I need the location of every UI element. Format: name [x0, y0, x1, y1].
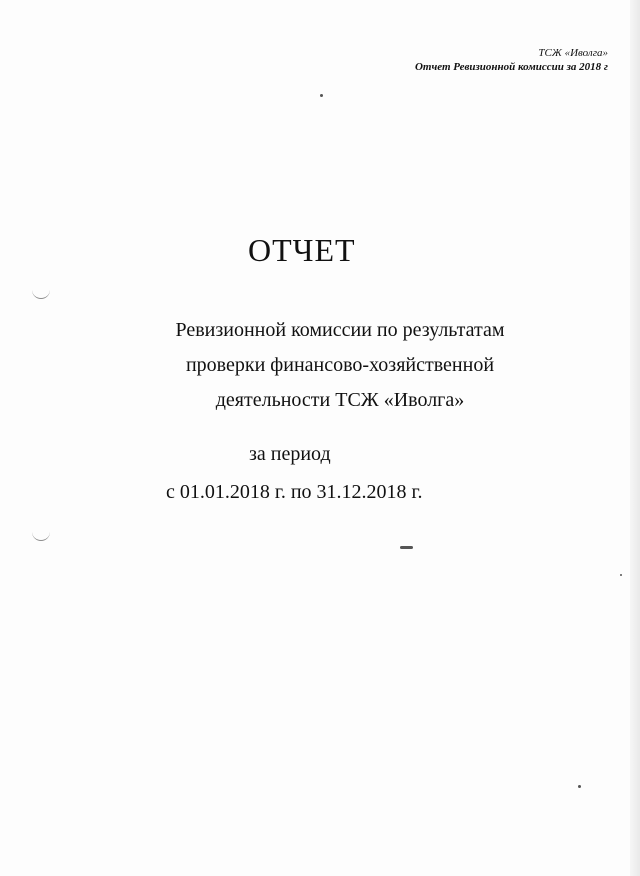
page-header: [415, 46, 608, 74]
page-edge: [630, 0, 640, 876]
subtitle-line-3: деятельности ТСЖ «Иволга»: [215, 389, 465, 411]
period-range: с 01.01.2018 г. по 31.12.2018 г.: [166, 481, 423, 503]
binder-hole-mark: [32, 288, 50, 299]
document-title: ОТЧЕТ: [248, 232, 356, 268]
scan-speck: [320, 94, 323, 97]
header-organization: ТСЖ «Иволга»: [538, 47, 608, 59]
subtitle-line-1: Ревизионной комиссии по результатам: [175, 319, 505, 341]
scan-speck: [400, 546, 413, 549]
scan-speck: [578, 785, 581, 788]
period-label: за период: [249, 443, 331, 465]
subtitle-line-2: проверки финансово-хозяйственной: [185, 354, 495, 376]
header-report-name: Отчет Ревизионной комиссии за 2018 г: [414, 61, 608, 73]
binder-hole-mark: [32, 530, 50, 541]
scan-speck: [620, 574, 622, 576]
document-subtitle: [150, 313, 530, 418]
